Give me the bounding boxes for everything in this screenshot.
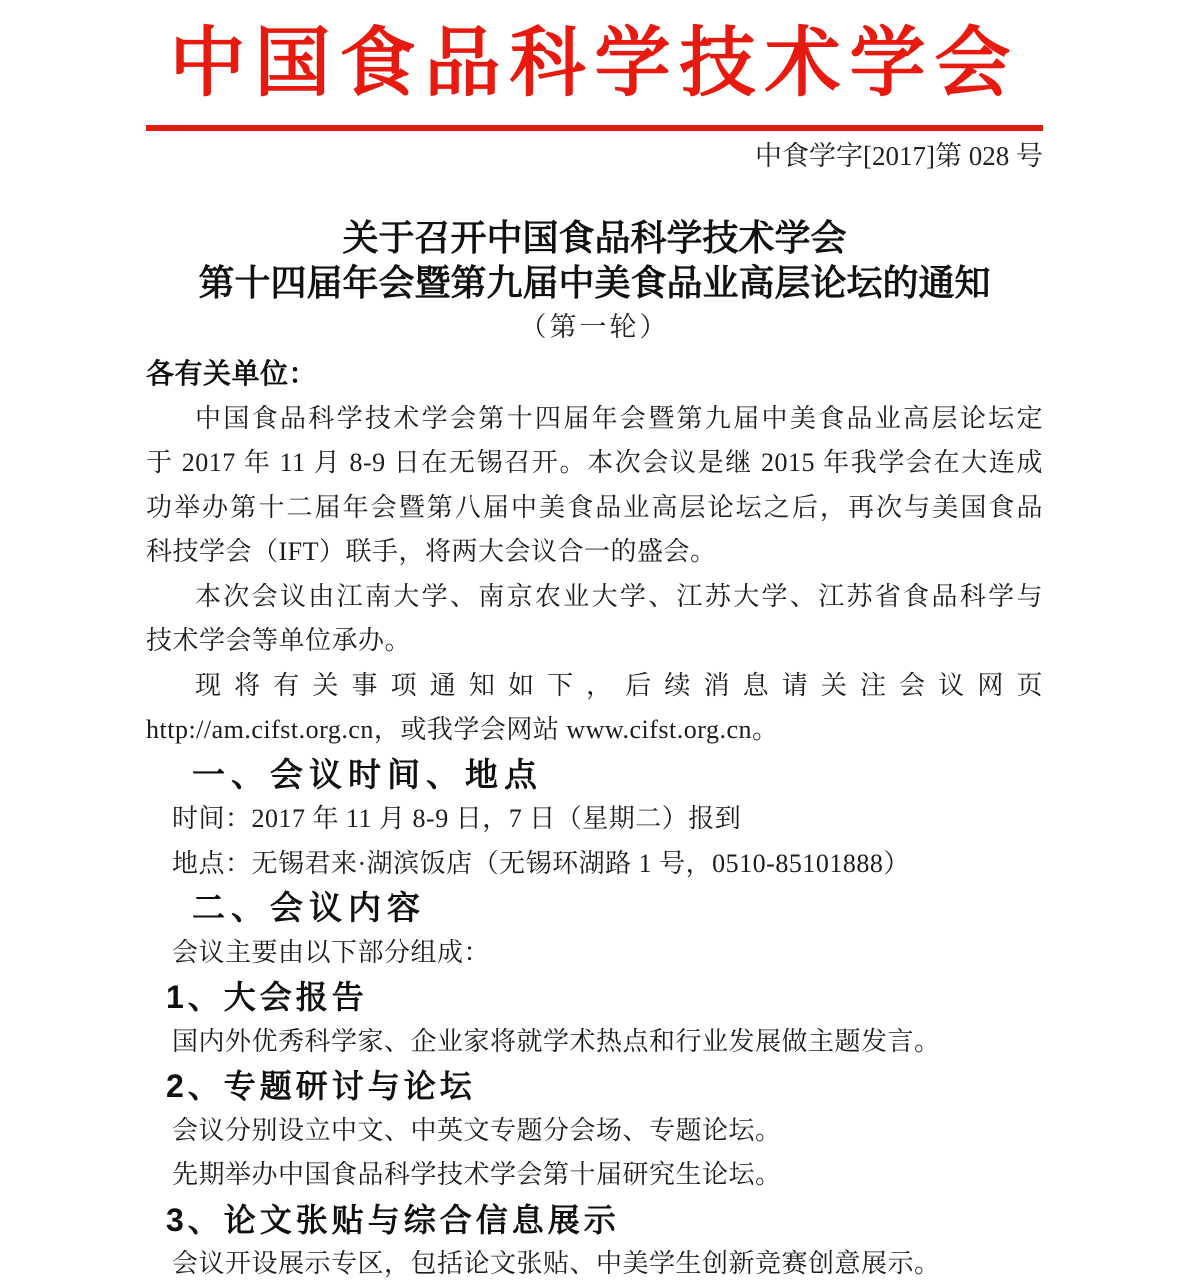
para-3-line-2: http://am.cifst.org.cn，或我学会网站 www.cifst.org.cn。 xyxy=(146,715,779,744)
item-2-label: 2、专题研讨与论坛 xyxy=(166,1068,476,1104)
meeting-time-line: 时间：2017 年 11 月 8-9 日，7 日（星期二）报到 xyxy=(172,804,742,833)
para-2-line-2: 技术学会等单位承办。 xyxy=(146,626,412,655)
meeting-place-line: 地点：无锡君来·湖滨饭店（无锡环湖路 1 号，0510-85101888） xyxy=(172,848,910,878)
notice-title-line-2: 第十四届年会暨第九届中美食品业高层论坛的通知 xyxy=(198,262,991,303)
para-1-line-1: 中国食品科学技术学会第十四届年会暨第九届中美食品业高层论坛定 xyxy=(195,403,1043,433)
para-2-line-1: 本次会议由江南大学、南京农业大学、江苏大学、江苏省食品科学与 xyxy=(195,581,1043,611)
notice-title-line-1: 关于召开中国食品科学技术学会 xyxy=(342,217,847,258)
para-1-line-4: 科技学会（IFT）联手，将两大会议合一的盛会。 xyxy=(146,537,717,566)
item-2-description-1: 会议分别设立中文、中英文专题分会场、专题论坛。 xyxy=(172,1115,782,1145)
notice-body xyxy=(146,352,1043,1287)
item-1-label: 1、大会报告 xyxy=(166,979,368,1015)
section-2-heading: 二、会议内容 xyxy=(192,889,426,926)
para-3-line-1: 现将有关事项通知如下，后续消息请关注会议网页 xyxy=(195,670,1043,700)
item-2-description-2: 先期举办中国食品科学技术学会第十届研究生论坛。 xyxy=(172,1160,782,1189)
item-3-description: 会议开设展示专区，包括论文张贴、中美学生创新竞赛创意展示。 xyxy=(172,1249,941,1278)
contents-intro: 会议主要由以下部分组成： xyxy=(172,937,491,967)
item-3-label: 3、论文张贴与综合信息展示 xyxy=(166,1201,620,1238)
para-1-line-2: 于 2017 年 11 月 8-9 日在无锡召开。本次会议是继 2015 年我学会在大连成 xyxy=(146,448,1043,477)
notice-round-label: （第一轮） xyxy=(519,312,670,342)
notice-title xyxy=(146,215,1043,349)
para-1-line-3: 功举办第十二届年会暨第八届中美食品业高层论坛之后，再次与美国食品 xyxy=(146,492,1043,522)
salutation: 各有关单位： xyxy=(146,358,318,389)
item-1-description: 国内外优秀科学家、企业家将就学术热点和行业发展做主题发言。 xyxy=(172,1026,941,1056)
letterhead-rule xyxy=(146,125,1043,131)
organization-name: 中国食品科学技术学会 xyxy=(169,22,1020,106)
document-number: 中食学字[2017]第 028 号 xyxy=(755,141,1043,171)
section-1-heading: 一、会议时间、地点 xyxy=(192,755,543,793)
